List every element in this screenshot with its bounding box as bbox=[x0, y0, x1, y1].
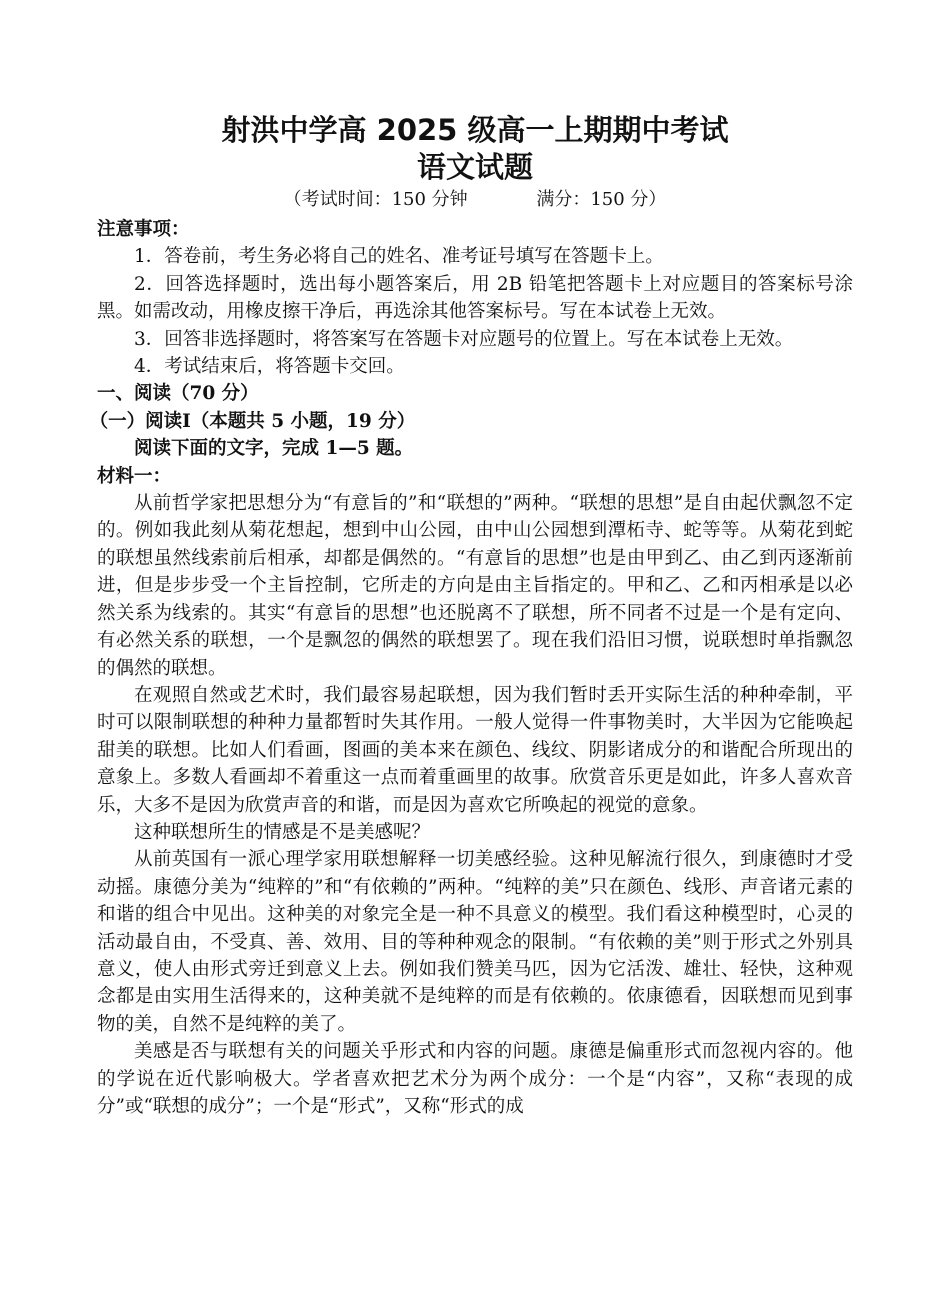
exam-info bbox=[0, 186, 950, 214]
subject-title: 语文试题 bbox=[416, 150, 533, 184]
material-label: 材料一： bbox=[97, 465, 172, 487]
notice-block bbox=[89, 216, 853, 1120]
passage-paragraph: 美感是否与联想有关的问题关乎形式和内容的问题。康德是偏重形式而忽视内容的。他的学说在近代影响极大。学者喜欢把艺术分为两个成分：一个是“内容”，又称“表现的成分”或“联想的成分”；一个是“形式”，又称“形式的成 bbox=[97, 1041, 853, 1117]
notice-item: 4．考试结束后，将答题卡交回。 bbox=[134, 356, 405, 378]
notice-heading: 注意事项： bbox=[97, 219, 190, 240]
reading-instruction: 阅读下面的文字，完成 1—5 题。 bbox=[134, 438, 414, 460]
notice-item: 2．回答选择题时，选出每小题答案后，用 2B 铅笔把答题卡上对应题目的答案标号涂黑。如需改动，用橡皮擦干净后，再选涂其他答案标号。写在本试卷上无效。 bbox=[97, 273, 853, 323]
exam-title: 射洪中学高 2025 级高一上期期中考试 bbox=[221, 113, 729, 147]
notice-item: 1．答卷前，考生务必将自己的姓名、准考证号填写在答题卡上。 bbox=[134, 246, 664, 268]
sub-section-heading: （一）阅读Ⅰ（本题共 5 小题，19 分） bbox=[89, 410, 416, 432]
passage-paragraph: 这种联想所生的情感是不是美感呢？ bbox=[134, 821, 431, 843]
passage-paragraph: 从前哲学家把思想分为“有意旨的”和“联想的”两种。“联想的思想”是自由起伏飘忽不定的。例如我此刻从菊花想起，想到中山公园，由中山公园想到潭柘寺、蛇等等。从菊花到蛇的联想虽然线索前后相承，却都是偶然的。“有意旨的思想”也是由甲到乙、由乙到丙逐渐前进，但是步步受一个主旨控制，它所走的方向是由主旨指定的。甲和乙、乙和丙相承是以必然关系为线索的。其实“有意旨的思想”也还脱离不了联想，所不同者不过是一个是有定向、有必然关系的联想，一个是飘忽的偶然的联想罢了。现在我们沿旧习惯，说联想时单指飘忽的偶然的联想。 bbox=[97, 493, 853, 679]
section-heading: 一、阅读（70 分） bbox=[97, 383, 259, 405]
full-score: 满分：150 分） bbox=[536, 189, 667, 210]
passage-paragraph: 从前英国有一派心理学家用联想解释一切美感经验。这种见解流行很久，到康德时才受动摇。康德分美为“纯粹的”和“有依赖的”两种。“纯粹的美”只在颜色、线形、声音诸元素的和谐的组合中见出。这种美的对象完全是一种不具意义的模型。我们看这种模型时，心灵的活动最自由，不受真、善、效用、目的等种种观念的限制。“有依赖的美”则于形式之外别具意义，使人由形式旁迁到意义上去。例如我们赞美马匹，因为它活泼、雄壮、轻快，这种观念都是由实用生活得来的，这种美就不是纯粹的而是有依赖的。依康德看，因联想而见到事物的美，自然不是纯粹的美了。 bbox=[97, 849, 853, 1035]
notice-item: 3．回答非选择题时，将答案写在答题卡对应题号的位置上。写在本试卷上无效。 bbox=[134, 328, 794, 350]
passage-paragraph: 在观照自然或艺术时，我们最容易起联想，因为我们暂时丢开实际生活的种种牵制，平时可以限制联想的种种力量都暂时失其作用。一般人觉得一件事物美时，大半因为它能唤起甜美的联想。比如人们看画，图画的美本来在颜色、线纹、阴影诸成分的和谐配合所现出的意象上。多数人看画却不着重这一点而着重画里的故事。欣赏音乐更是如此，许多人喜欢音乐，大多不是因为欣赏声音的和谐，而是因为喜欢它所唤起的视觉的意象。 bbox=[97, 684, 853, 816]
exam-time: （考试时间：150 分钟 bbox=[283, 189, 468, 210]
